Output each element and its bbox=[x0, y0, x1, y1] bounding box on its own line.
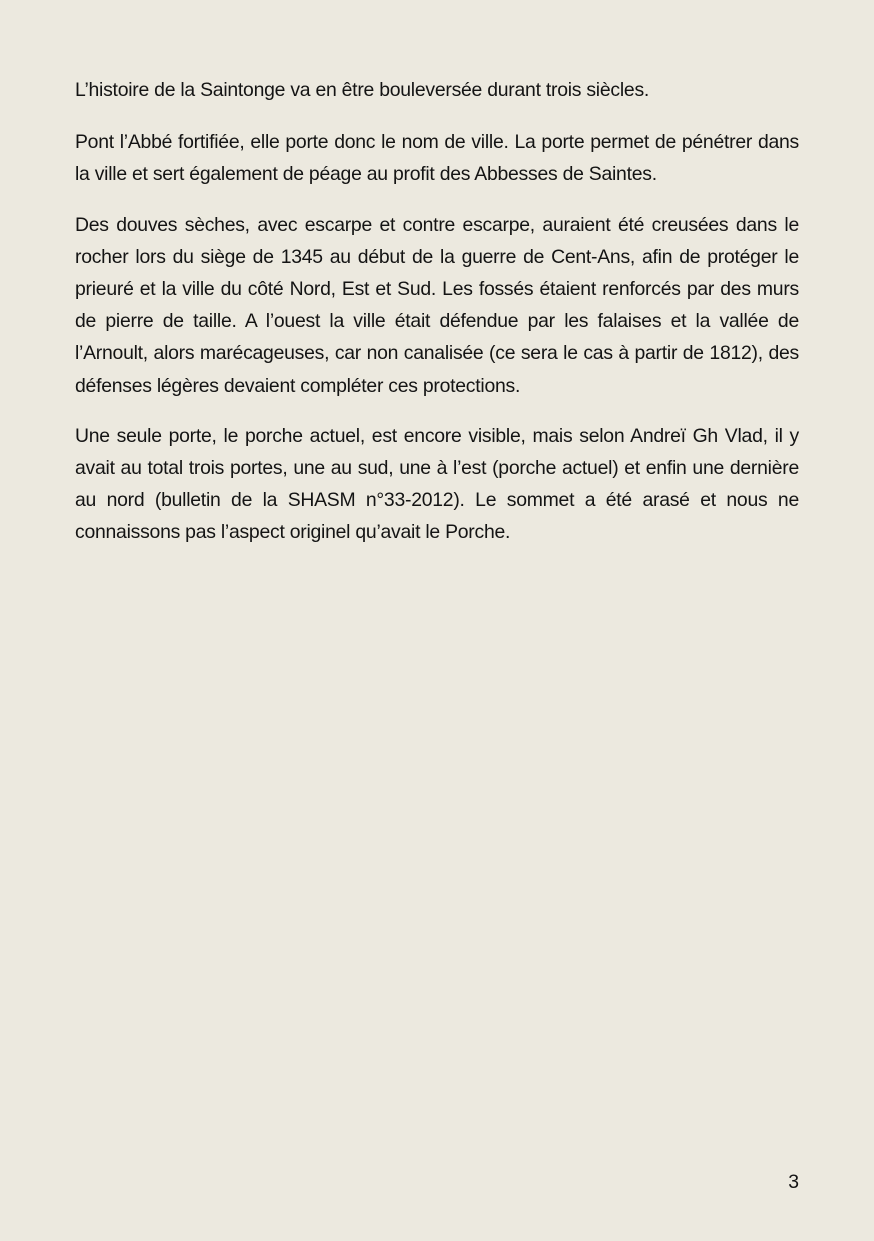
body-text bbox=[75, 74, 799, 567]
paragraph-douves: Des douves sèches, avec escarpe et contre escarpe, auraient été creusées dans le rocher lors du siège de 1345 au début de la guerre de Cent-Ans, afin de protéger le prieuré et la ville du côté Nord, Est et Sud. Les fossés étaient renforcés par des murs de pierre de taille. A l’ouest la ville était défendue par les falaises et la vallée de l’Arnoult, alors marécageuses, car non canalisée (ce sera le cas à partir de 1812), des défenses légères devaient compléter ces protections. bbox=[75, 213, 799, 397]
page-number: 3 bbox=[788, 1171, 799, 1193]
paragraph-intro: L’histoire de la Saintonge va en être bouleversée durant trois siècles. bbox=[75, 79, 650, 101]
paragraph-porte: Une seule porte, le porche actuel, est encore visible, mais selon Andreï Gh Vlad, il y avait au total trois portes, une au sud, une à l’est (porche actuel) et enfin une dernière au nord (bulletin de la SHASM n°33-2012). Le sommet a été arasé et nous ne connaissons pas l’aspect originel qu’avait le Porche. bbox=[75, 424, 799, 544]
paragraph-fortification: Pont l’Abbé fortifiée, elle porte donc le nom de ville. La porte permet de pénétrer dans la ville et sert également de péage au profit des Abbesses de Saintes. bbox=[75, 131, 799, 186]
